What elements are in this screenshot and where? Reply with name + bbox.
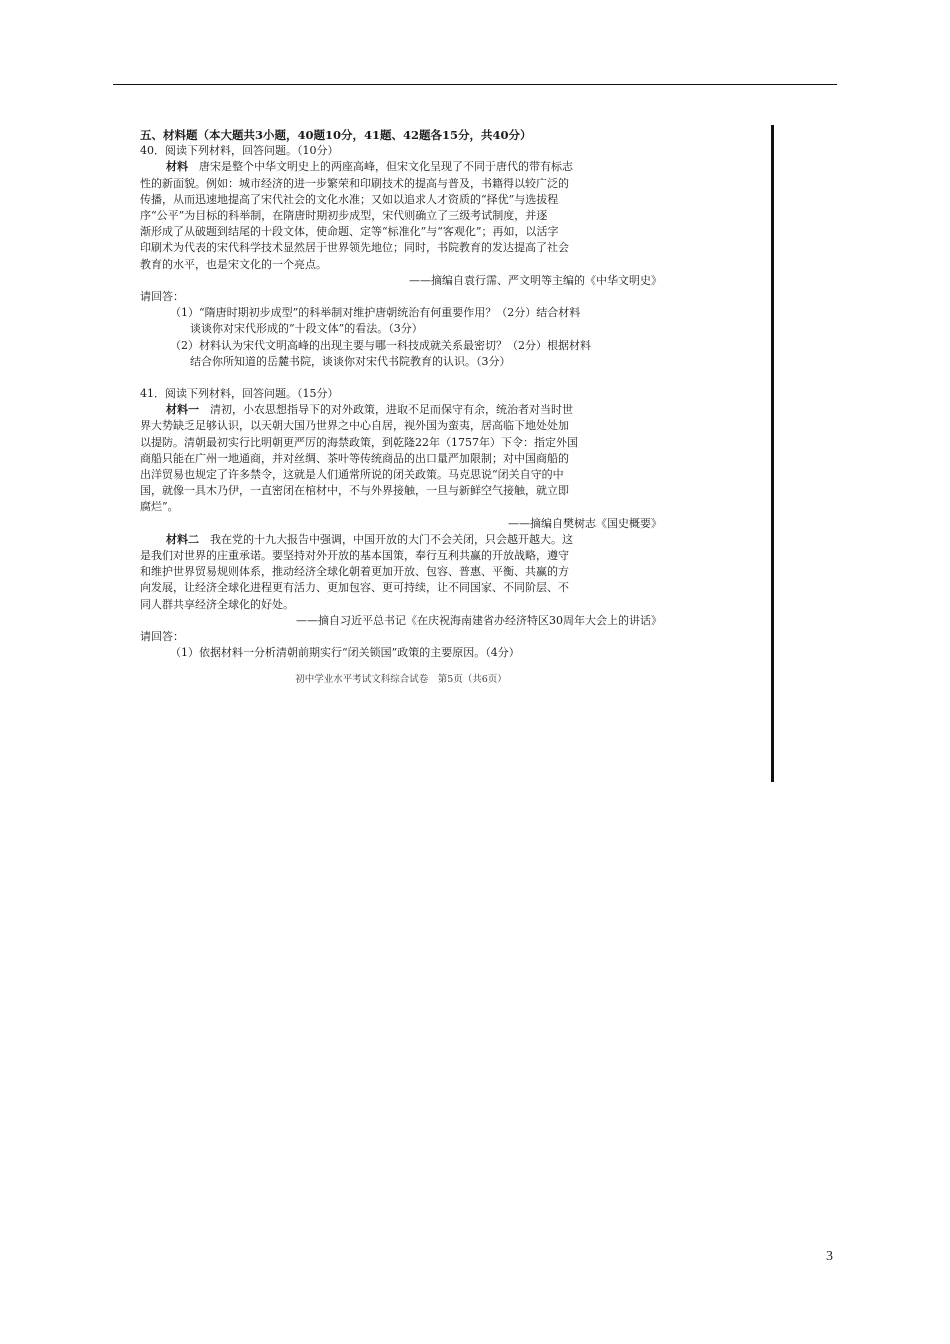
q40-source: ——摘编自袁行霈、严文明等主编的《中华文明史》 [409, 273, 662, 287]
q41-material1-line: 材料一 清初，小农思想指导下的对外政策，进取不足而保守有余，统治者对当时世 [166, 403, 573, 417]
q40-question: （1）“隋唐时期初步成型”的科举制对维护唐朝统治有何重要作用？（2分）结合材料 [170, 306, 581, 320]
q41-material2-line: 是我们对世界的庄重承诺。要坚持对外开放的基本国策，奉行互利共赢的开放战略，遵守 [140, 549, 569, 563]
q41-material1-line: 界大势缺乏足够认识，以天朝大国乃世界之中心自居，视外国为蛮夷，居高临下地处处加 [140, 419, 569, 433]
exam-footer: 初中学业水平考试文科综合试卷 第5页（共6页） [295, 673, 507, 685]
scanned-exam-content [140, 127, 662, 688]
margin-rule [771, 125, 774, 782]
q41-material2-line: 材料二 我在党的十九大报告中强调，中国开放的大门不会关闭，只会越开越大。这 [166, 532, 573, 546]
q40-question: （2）材料认为宋代文明高峰的出现主要与哪一科技成就关系最密切？（2分）根据材料 [170, 338, 591, 352]
header-rule [113, 84, 837, 85]
q41-material1-line: 国，就像一具木乃伊，一直密闭在棺材中，不与外界接触，一旦与新鲜空气接触，就立即 [140, 484, 569, 498]
q41-material1-label: 材料一 [166, 403, 199, 417]
q40-material-line: 教育的水平，也是宋文化的一个亮点。 [140, 257, 327, 271]
q40-material-line: 传播，从而迅速地提高了宋代社会的文化水准；又如以追求人才资质的“择优”与选拔程 [140, 192, 559, 206]
q40-material-line: 材料 唐宋是整个中华文明史上的两座高峰，但宋文化呈现了不同于唐代的带有标志 [166, 160, 573, 174]
q40-question: 结合你所知道的岳麓书院，谈谈你对宋代书院教育的认识。（3分） [190, 354, 511, 368]
q40-material-line: 性的新面貌。例如：城市经济的进一步繁荣和印刷技术的提高与普及，书籍得以较广泛的 [140, 176, 569, 190]
q40-question: 谈谈你对宋代形成的“十段文体”的看法。（3分） [190, 322, 423, 336]
q41-material2-source: ——摘自习近平总书记《在庆祝海南建省办经济特区30周年大会上的讲话》 [296, 613, 662, 627]
q41-material2-line: 同人群共享经济全球化的好处。 [140, 597, 294, 611]
q40-material-line: 印刷术为代表的宋代科学技术显然居于世界领先地位；同时，书院教育的发达提高了社会 [140, 241, 569, 255]
q41-material1-line: 商船只能在广州一地通商，并对丝绸、茶叶等传统商品的出口量严加限制；对中国商船的 [140, 451, 569, 465]
q41-material2-line: 和维护世界贸易规则体系，推动经济全球化朝着更加开放、包容、普惠、平衡、共赢的方 [140, 565, 569, 579]
q40-material-label: 材料 [166, 160, 188, 174]
q40-material-line: 序“公平”为目标的科举制，在隋唐时期初步成型，宋代则确立了三级考试制度，并逐 [140, 209, 548, 223]
q41-prompt: 41．阅读下列材料，回答问题。（15分） [140, 387, 339, 401]
page-number: 3 [826, 1249, 833, 1264]
q41-material1-line: 腐烂”。 [140, 500, 179, 514]
q41-material2-line: 向发展，让经济全球化进程更有活力、更加包容、更可持续，让不同国家、不同阶层、不 [140, 581, 569, 595]
q40-prompt: 40．阅读下列材料，回答问题。（10分） [140, 144, 339, 158]
q41-material2-label: 材料二 [166, 532, 199, 546]
q40-material-line: 渐形成了从破题到结尾的十段文体，使命题、定等“标准化”与“客观化”；再如，以活字 [140, 225, 559, 239]
q41-ask: 请回答： [140, 630, 184, 644]
q40-ask: 请回答： [140, 290, 184, 304]
section-title: 五、材料题（本大题共3小题，40题10分，41题、42题各15分，共40分） [140, 128, 532, 142]
q41-material1-source: ——摘编自樊树志《国史概要》 [508, 516, 662, 530]
q41-material1-line: 以提防。清朝最初实行比明朝更严厉的海禁政策，到乾隆22年（1757年）下令：指定外国 [140, 435, 578, 449]
q41-question: （1）依据材料一分析清朝前期实行“闭关锁国”政策的主要原因。（4分） [170, 646, 520, 660]
q41-material1-line: 出洋贸易也规定了许多禁令，这就是人们通常所说的闭关政策。马克思说“闭关自守的中 [140, 468, 564, 482]
